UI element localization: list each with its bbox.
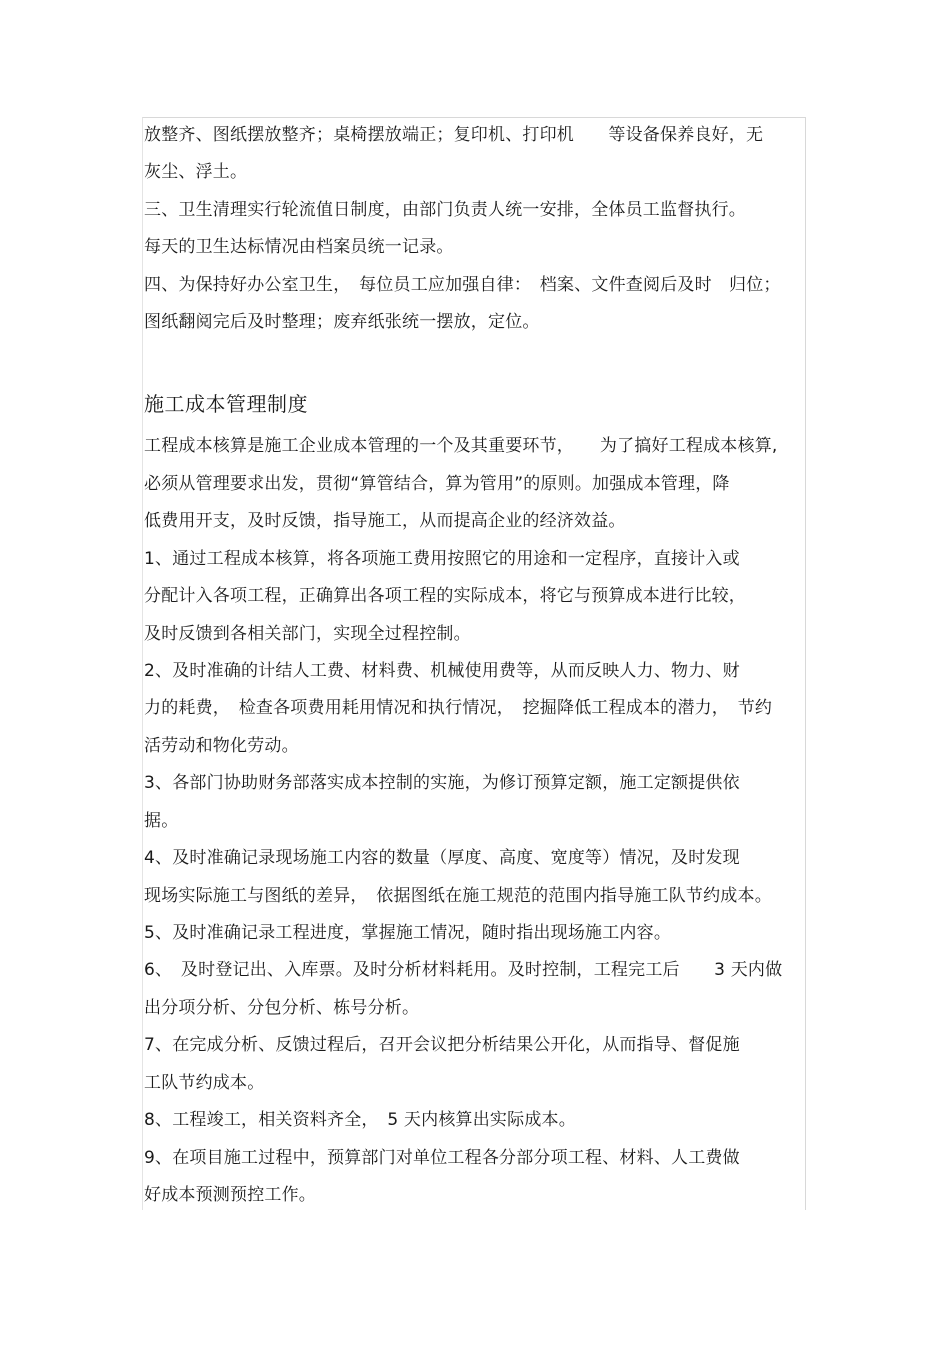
text-line: 力的耗费， 检查各项费用耗用情况和执行情况， 挖掘降低工程成本的潜力， 节约: [144, 698, 773, 718]
text-line: 及时反馈到各相关部门，实现全过程控制。: [144, 624, 471, 644]
text-line: 好成本预测预控工作。: [144, 1185, 316, 1205]
text-line: 现场实际施工与图纸的差异， 依据图纸在施工规范的范围内指导施工队节约成本。: [144, 886, 772, 906]
text-line: 4、及时准确记录现场施工内容的数量（厚度、高度、宽度等）情况，及时发现: [144, 848, 740, 868]
text-line: 每天的卫生达标情况由档案员统一记录。: [144, 237, 454, 257]
text-line: 据。: [144, 811, 179, 831]
text-line: 出分项分析、分包分析、栋号分析。: [144, 998, 420, 1018]
text-line: 6、 及时登记出、入库票。及时分析材料耗用。及时控制，工程完工后 3 天内做: [144, 960, 783, 980]
text-line: 8、工程竣工，相关资料齐全， 5 天内核算出实际成本。: [144, 1110, 576, 1130]
text-line: 分配计入各项工程，正确算出各项工程的实际成本，将它与预算成本进行比较，: [144, 586, 746, 606]
section-title: 施工成本管理制度: [144, 392, 308, 416]
text-line: 图纸翻阅完后及时整理；废弃纸张统一摆放，定位。: [144, 312, 540, 332]
text-line: 三、卫生清理实行轮流值日制度，由部门负责人统一安排，全体员工监督执行。: [144, 200, 746, 220]
text-line: 工队节约成本。: [144, 1073, 265, 1093]
text-line: 放整齐、图纸摆放整齐；桌椅摆放端正；复印机、打印机 等设备保养良好，无: [144, 125, 764, 145]
text-line: 工程成本核算是施工企业成本管理的一个及其重要环节， 为了搞好工程成本核算,: [144, 436, 778, 456]
text-line: 7、在完成分析、反馈过程后，召开会议把分析结果公开化，从而指导、督促施: [144, 1035, 740, 1055]
text-line: 灰尘、浮土。: [144, 162, 248, 182]
text-line: 必须从管理要求出发，贯彻“算管结合，算为管用”的原则。加强成本管理，降: [144, 474, 730, 494]
text-line: 9、在项目施工过程中，预算部门对单位工程各分部分项工程、材料、人工费做: [144, 1148, 740, 1168]
text-line: 3、各部门协助财务部落实成本控制的实施，为修订预算定额，施工定额提供依: [144, 773, 740, 793]
text-line: 5、及时准确记录工程进度，掌握施工情况，随时指出现场施工内容。: [144, 923, 672, 943]
text-line: 四、为保持好办公室卫生， 每位员工应加强自律： 档案、文件查阅后及时 归位；: [144, 275, 781, 295]
text-line: 2、及时准确的计结人工费、材料费、机械使用费等，从而反映人力、物力、财: [144, 661, 740, 681]
text-line: 1、通过工程成本核算，将各项施工费用按照它的用途和一定程序，直接计入或: [144, 549, 740, 569]
text-line: 低费用开支，及时反馈，指导施工，从而提高企业的经济效益。: [144, 511, 626, 531]
text-line: 活劳动和物化劳动。: [144, 736, 299, 756]
